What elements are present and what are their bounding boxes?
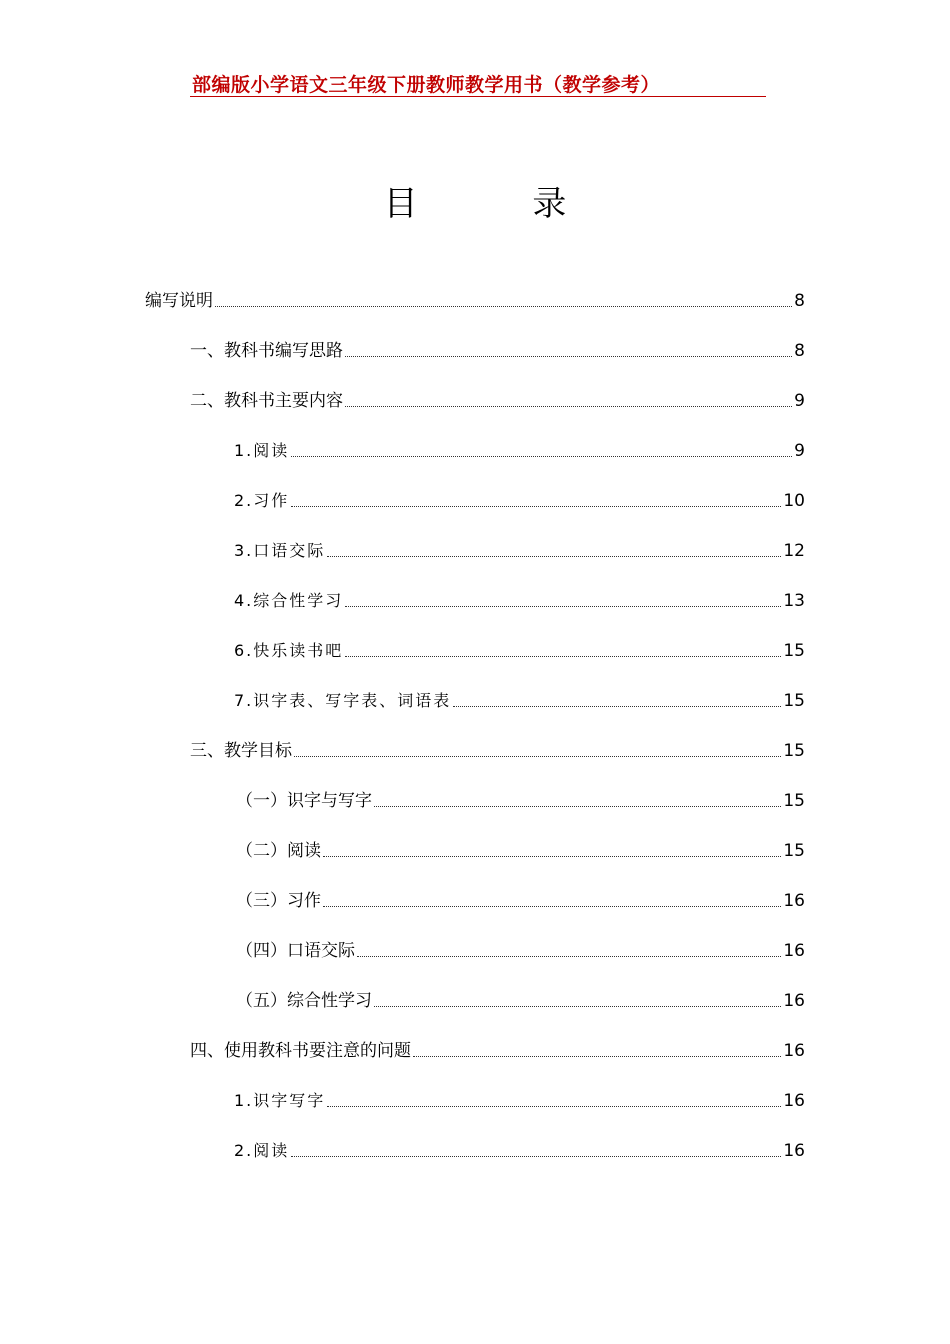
toc-dot-leader xyxy=(327,556,781,557)
toc-page-number: 16 xyxy=(783,1041,805,1061)
toc-entry[interactable] xyxy=(190,336,805,362)
toc-dot-leader xyxy=(374,1006,781,1007)
toc-dot-leader xyxy=(323,906,781,907)
toc-entry[interactable] xyxy=(234,636,805,662)
toc-page-number: 12 xyxy=(783,541,805,561)
toc-page-number: 9 xyxy=(794,441,805,461)
toc-entry[interactable] xyxy=(236,936,805,962)
toc-entry-title: 4.综合性学习 xyxy=(234,591,344,610)
toc-page-number: 16 xyxy=(783,1141,805,1161)
toc-page-number: 16 xyxy=(783,991,805,1011)
toc-page-number: 10 xyxy=(783,491,805,511)
toc-entry[interactable] xyxy=(234,536,805,562)
toc-dot-leader xyxy=(345,406,792,407)
toc-entry-title: （一）识字与写字 xyxy=(236,791,372,811)
toc-entry-title: 三、教学目标 xyxy=(190,741,292,761)
toc-entry-title: （四）口语交际 xyxy=(236,941,355,961)
toc-entry-title: 四、使用教科书要注意的问题 xyxy=(190,1041,411,1061)
toc-page-number: 13 xyxy=(783,591,805,611)
toc-entry[interactable] xyxy=(190,386,805,412)
toc-dot-leader xyxy=(215,306,792,307)
page-header xyxy=(190,66,766,97)
toc-entry-title: 1.识字写字 xyxy=(234,1091,326,1110)
toc-page-number: 8 xyxy=(794,341,805,361)
toc-entry[interactable] xyxy=(234,1086,805,1112)
toc-dot-leader xyxy=(291,506,781,507)
toc-entry[interactable] xyxy=(234,436,805,462)
toc-dot-leader xyxy=(413,1056,781,1057)
toc-entry[interactable] xyxy=(234,486,805,512)
toc-dot-leader xyxy=(357,956,781,957)
toc-dot-leader xyxy=(294,756,781,757)
toc-entry[interactable] xyxy=(236,886,805,912)
toc-dot-leader xyxy=(345,606,781,607)
toc-dot-leader xyxy=(374,806,781,807)
toc-entry[interactable] xyxy=(145,286,805,312)
toc-entry-title: 2.阅读 xyxy=(234,1141,290,1160)
toc-entry-title: 1.阅读 xyxy=(234,441,290,460)
toc-page-number: 8 xyxy=(794,291,805,311)
toc-entry[interactable] xyxy=(234,586,805,612)
toc-entry-title: （二）阅读 xyxy=(236,841,321,861)
page-title: 目 录 xyxy=(383,184,619,224)
toc-dot-leader xyxy=(291,1156,781,1157)
toc-page-number: 15 xyxy=(783,691,805,711)
toc-page-number: 16 xyxy=(783,941,805,961)
toc-dot-leader xyxy=(291,456,792,457)
toc-entry[interactable] xyxy=(190,736,805,762)
toc-entry[interactable] xyxy=(190,1036,805,1062)
toc-entry[interactable] xyxy=(236,786,805,812)
toc-entry-title: 编写说明 xyxy=(145,291,213,311)
toc-entry-title: 2.习作 xyxy=(234,491,290,510)
header-title: 部编版小学语文三年级下册教师教学用书（教学参考） xyxy=(192,74,661,96)
toc-entry-title: 一、教科书编写思路 xyxy=(190,341,343,361)
toc-dot-leader xyxy=(345,356,792,357)
toc-page-number: 15 xyxy=(783,741,805,761)
toc-entry-title: （五）综合性学习 xyxy=(236,991,372,1011)
toc-dot-leader xyxy=(327,1106,781,1107)
toc-entry-title: （三）习作 xyxy=(236,891,321,911)
toc-dot-leader xyxy=(345,656,781,657)
toc-entry[interactable] xyxy=(234,1136,805,1162)
toc-page-number: 16 xyxy=(783,891,805,911)
toc-entry-title: 二、教科书主要内容 xyxy=(190,391,343,411)
toc-page-number: 9 xyxy=(794,391,805,411)
toc-entry[interactable] xyxy=(236,986,805,1012)
toc-dot-leader xyxy=(453,706,781,707)
toc-entry-title: 6.快乐读书吧 xyxy=(234,641,344,660)
toc-page-number: 16 xyxy=(783,1091,805,1111)
toc-entry-title: 7.识字表、写字表、词语表 xyxy=(234,691,452,710)
toc-page-number: 15 xyxy=(783,641,805,661)
toc-page-number: 15 xyxy=(783,841,805,861)
toc-entry[interactable] xyxy=(234,686,805,712)
toc-page-number: 15 xyxy=(783,791,805,811)
toc-entry[interactable] xyxy=(236,836,805,862)
toc-entry-title: 3.口语交际 xyxy=(234,541,326,560)
toc-dot-leader xyxy=(323,856,781,857)
